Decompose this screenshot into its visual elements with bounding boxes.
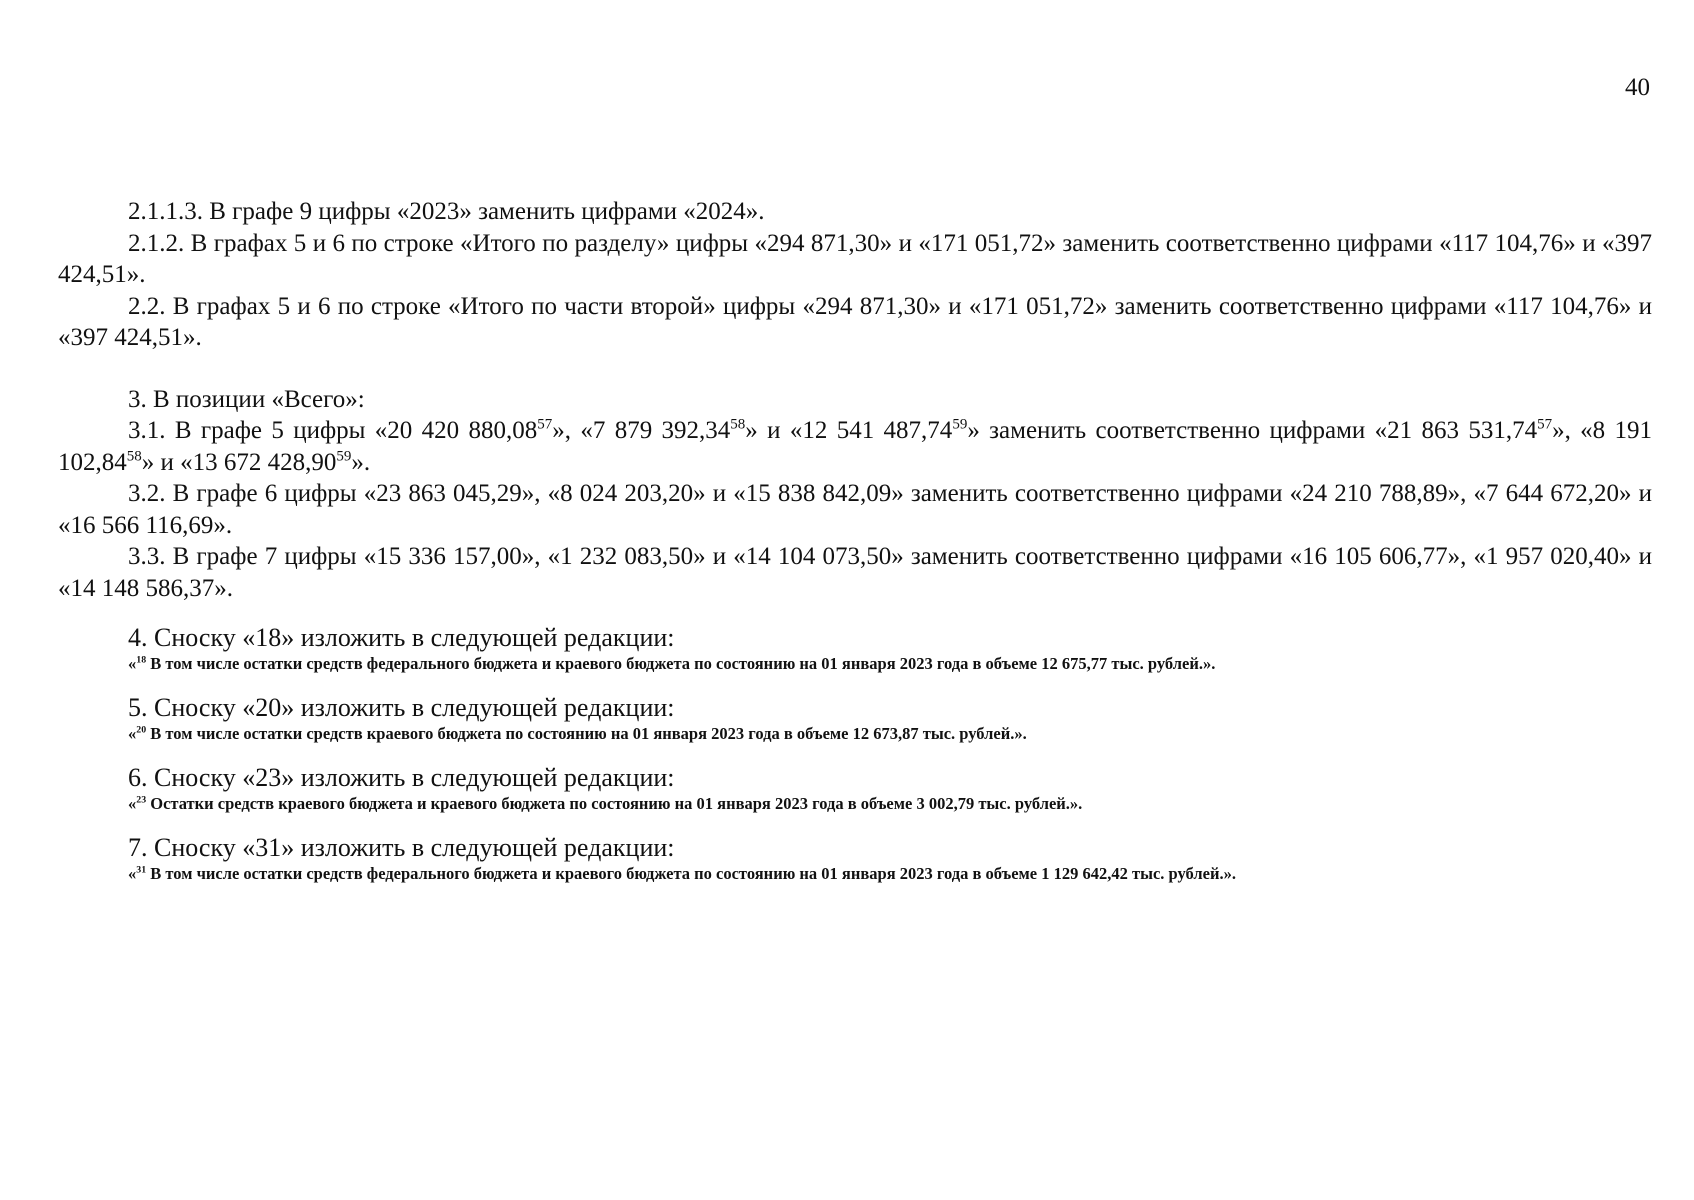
footnote-ref: 58: [126, 448, 142, 465]
paragraph-3-1-text: » и «13 672 428,90: [141, 448, 337, 476]
footnote-text: [58, 652, 1652, 676]
footnote-number: 23: [136, 794, 147, 806]
paragraph-3-1-text: » и «12 541 487,74: [745, 417, 953, 444]
paragraph-3-1-text: », «7 879 392,34: [552, 417, 731, 444]
footnote-block-20: [58, 694, 1652, 746]
footnote-body: В том числе остатки средств федерального бюджета и краевого бюджета по состоянию на 01 января 2023 года в объеме 12 675,77 тыс. рублей.».: [146, 654, 1216, 673]
footnote-block-31: [58, 834, 1652, 886]
footnote-ref: 57: [1537, 416, 1553, 433]
footnote-block-23: [58, 764, 1652, 816]
footnote-ref: 59: [952, 416, 968, 433]
open-quote: «: [128, 794, 137, 813]
footnote-number: 31: [136, 864, 147, 876]
document-body: [58, 196, 1652, 886]
footnote-heading: 5. Сноску «20» изложить в следующей редакции:: [128, 693, 675, 722]
paragraph-3-3: 3.3. В графе 7 цифры «15 336 157,00», «1 232 083,50» и «14 104 073,50» заменить соответственно цифрами «16 105 606,77», «1 957 020,40» и «14 148 586,37».: [58, 543, 1652, 602]
footnote-body: В том числе остатки средств федерального бюджета и краевого бюджета по состоянию на 01 января 2023 года в объеме 1 129 642,42 тыс. рублей.».: [146, 864, 1236, 883]
footnote-text: [58, 722, 1652, 746]
footnote-heading: 7. Сноску «31» изложить в следующей редакции:: [128, 833, 675, 862]
footnote-number: 18: [136, 654, 147, 666]
footnote-body: В том числе остатки средств краевого бюджета по состоянию на 01 января 2023 года в объеме 12 673,87 тыс. рублей.».: [146, 724, 1027, 743]
footnote-heading: 4. Сноску «18» изложить в следующей редакции:: [128, 623, 675, 652]
footnote-heading: 6. Сноску «23» изложить в следующей редакции:: [128, 763, 675, 792]
footnote-ref: 57: [537, 416, 553, 433]
footnote-number: 20: [136, 724, 147, 736]
page-number: 40: [1625, 74, 1650, 101]
paragraph-3-1-text: 3.1. В графе 5 цифры «20 420 880,08: [128, 417, 538, 444]
paragraph-3-2: 3.2. В графе 6 цифры «23 863 045,29», «8 024 203,20» и «15 838 842,09» заменить соответственно цифрами «24 210 788,89», «7 644 672,20» и «16 566 116,69».: [58, 480, 1652, 539]
open-quote: «: [128, 654, 137, 673]
paragraph-3-1-text: », «8 191 102,84: [58, 417, 1653, 476]
footnote-ref: 59: [336, 448, 352, 465]
footnote-text: [58, 792, 1652, 816]
paragraph-3-1-text: » заменить соответственно цифрами «21 863 531,74: [967, 417, 1538, 444]
paragraph-3: 3. В позиции «Всего»:: [128, 385, 365, 413]
paragraph-3-1: [58, 415, 1652, 478]
paragraph-3-1-text: ».: [351, 448, 371, 476]
paragraph-2-1-1-3: 2.1.1.3. В графе 9 цифры «2023» заменить цифрами «2024».: [128, 198, 765, 225]
open-quote: «: [128, 724, 137, 743]
footnote-block-18: [58, 624, 1652, 676]
footnote-text: [58, 862, 1652, 886]
paragraph-2-1-2: 2.1.2. В графах 5 и 6 по строке «Итого по разделу» цифры «294 871,30» и «171 051,72» заменить соответственно цифрами «117 104,76» и «397 424,51».: [58, 229, 1652, 288]
open-quote: «: [128, 864, 137, 883]
paragraph-2-2: 2.2. В графах 5 и 6 по строке «Итого по части второй» цифры «294 871,30» и «171 051,72» заменить соответственно цифрами «117 104,76» и «397 424,51».: [58, 292, 1652, 351]
footnote-body: Остатки средств краевого бюджета и краевого бюджета по состоянию на 01 января 2023 года в объеме 3 002,79 тыс. рублей.».: [146, 794, 1083, 813]
footnote-ref: 58: [730, 416, 746, 433]
